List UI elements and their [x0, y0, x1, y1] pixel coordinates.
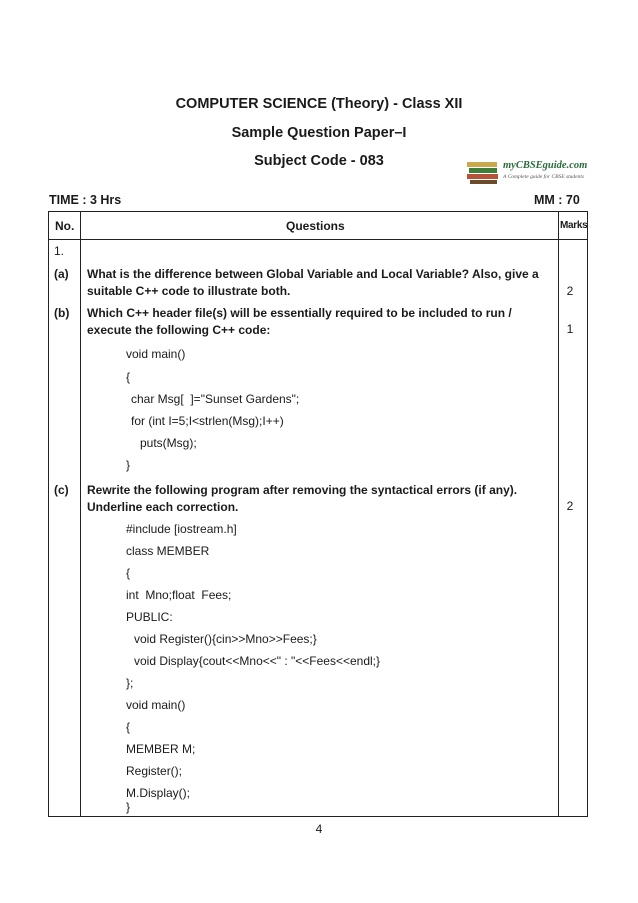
part-b-label: (b): [54, 306, 70, 320]
code-line: void Register(){cin>>Mno>>Fees;}: [134, 632, 317, 646]
logo-tagline: A Complete guide for CBSE students: [503, 174, 585, 180]
header-divider: [48, 239, 588, 240]
code-line: M.Display();: [126, 786, 191, 800]
document-subtitle: Sample Question Paper–I: [231, 125, 407, 141]
code-line: MEMBER M;: [126, 742, 196, 756]
code-line: for (int I=5;I<strlen(Msg);I++): [131, 414, 284, 428]
subject-code: Subject Code - 083: [254, 153, 384, 169]
column-header-marks: Marks: [560, 220, 588, 231]
document-title: COMPUTER SCIENCE (Theory) - Class XII: [175, 96, 463, 112]
page-number: 4: [315, 822, 323, 836]
column-header-questions: Questions: [286, 219, 345, 233]
part-a-text: What is the difference between Global Variable and Local Variable? Also, give a suitable C++ code to illustrate both.: [87, 267, 539, 298]
code-line: Register();: [126, 764, 183, 778]
logo-brand: myCBSEguide.com: [503, 160, 588, 171]
code-line: void main(): [126, 347, 186, 361]
code-line: char Msg[ ]="Sunset Gardens";: [131, 392, 300, 406]
code-line: int Mno;float Fees;: [126, 588, 232, 602]
column-header-no: No.: [55, 219, 75, 233]
part-a-label: (a): [54, 267, 69, 281]
time-label: TIME : 3 Hrs: [49, 193, 122, 207]
code-line: void main(): [126, 698, 186, 712]
part-c-label: (c): [54, 483, 69, 497]
brand-logo: [466, 159, 590, 185]
column-divider: [558, 211, 559, 817]
code-line: void Display{cout<<Mno<<" : "<<Fees<<endl;}: [134, 654, 381, 668]
column-divider: [80, 211, 81, 817]
code-line: PUBLIC:: [126, 610, 173, 624]
part-c-text: Rewrite the following program after removing the syntactical errors (if any). Underline each correction.: [87, 483, 518, 514]
part-b-marks: 1: [566, 322, 574, 336]
code-line: {: [126, 566, 131, 580]
code-line: }: [126, 458, 131, 472]
part-c-marks: 2: [566, 499, 574, 513]
books-icon: [466, 159, 500, 185]
code-line: class MEMBER: [126, 544, 210, 558]
code-line: {: [126, 720, 131, 734]
question-number: 1.: [54, 244, 65, 258]
code-line: }: [126, 800, 131, 814]
part-a-marks: 2: [566, 284, 574, 298]
code-line: };: [126, 676, 134, 690]
part-b-text: Which C++ header file(s) will be essentially required to be included to run / execute the following C++ code:: [87, 306, 512, 337]
code-line: puts(Msg);: [140, 436, 197, 450]
max-marks-label: MM : 70: [534, 193, 580, 207]
code-line: {: [126, 370, 131, 384]
code-line: #include [iostream.h]: [126, 522, 237, 536]
